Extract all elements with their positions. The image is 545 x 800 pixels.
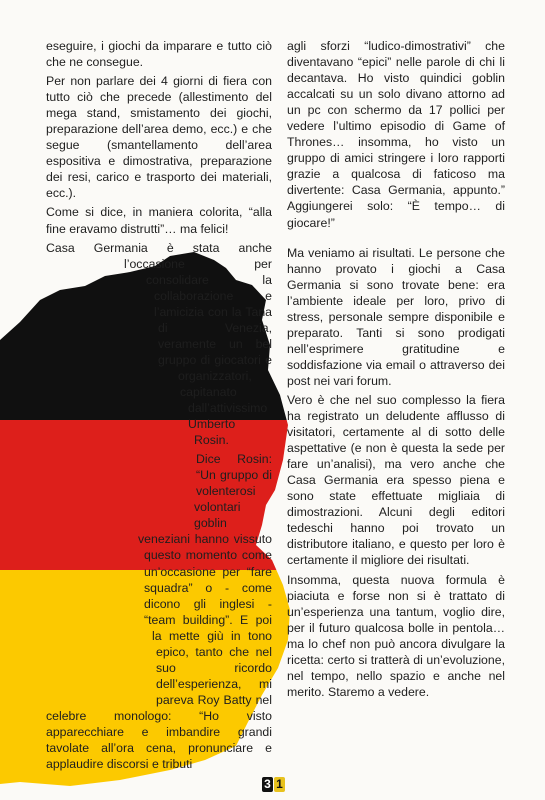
paragraph-3: Come si dice, in maniera colorita, “alla fine eravamo distrutti”… ma felici! [46, 205, 272, 236]
paragraph-2: Per non parlare dei 4 giorni di fiera con tutto ciò che precede (allestimento del mega stand, smistamento dei giochi, preparazione dell’area demo, ecc.) e che segue (smantellamento dell’area espositiva e dimostrativa, preparazione dei resi, carico e trasporto dei materiali, ecc.). [46, 74, 272, 201]
left-text-column [46, 38, 272, 775]
page-number-digit: 3 [262, 777, 273, 792]
page-number-digit: 1 [274, 777, 285, 792]
paragraph-4: Casa Germania è stata anche l’occasione per consolidare la collaborazione e l’amicizia con la Tana di Venezia, veramente un bel gruppo di giocatori e organizzatori, capitanato dall’attivissimo Umberto Rosin. [46, 240, 272, 448]
paragraph-7: Ma veniamo ai risultati. Le persone che hanno provato i giochi a Casa Germania si sono trovate bene: era l’ambiente ideale per loro, privo di stress, personale sempre disponibile e preparato. Tanti si sono prodigati nell’esprimere gratitudine e soddisfazione via email o attraverso dei post nei vari forum. [287, 245, 505, 388]
paragraph-6: agli sforzi “ludico-dimostrativi” che diventavano “epici” nelle parole di chi li decantava. Ho visto quindici goblin accalcati su un solo divano attorno ad un pc con schermo da 17 pollici per vedere l’ultimo episodio di Game of Thrones… insomma, ho visto un gruppo di amici stringere i loro rapporti grazie a qualcosa di faticoso ma divertente: Casa Germania, appunto.” Aggiungerei solo: “È tempo… di giocare!” [287, 39, 505, 230]
paragraph-1: eseguire, i giochi da imparare e tutto ciò che ne consegue. [46, 39, 272, 70]
paragraph-8: Vero è che nel suo complesso la fiera ha registrato un deludente afflusso di visitatori, certamente al di sotto delle aspettative (e non è questa la sede per fare un’analisi), ma vero anche che Casa Germania era spesso piena e sono state effettuate migliaia di dimostrazioni. Alcuni degli editori tedeschi hanno poi trovato un distributore italiano, e questo per loro è certamente il migliore dei risultati. [287, 392, 505, 568]
page-number [262, 777, 285, 792]
right-text-column [287, 38, 505, 703]
paragraph-9: Insomma, questa nuova formula è piaciuta e forse non si è trattato di un’esperienza una tantum, voglio dire, per il futuro qualcosa bolle in pentola… ma lo chef non può ancora divulgare la ricetta: certo si tratterà di un’evoluzione, nel tempo, nello spazio e anche nel merito. Staremo a vedere. [287, 572, 505, 699]
paragraph-5: Dice Rosin: “Un gruppo di volenterosi volontari goblin veneziani hanno vissuto questo momento come un’occasione per “fare squadra” o - come dicono gli inglesi - “team building”. E poi la mette giù in tono epico, tanto che nel suo ricordo dell’esperienza, mi pareva Roy Batty nel celebre monologo: “Ho visto apparecchiare e imbandire grandi tavolate all’ora cena, pronunciare e applaudire discorsi e tributi [46, 452, 272, 772]
